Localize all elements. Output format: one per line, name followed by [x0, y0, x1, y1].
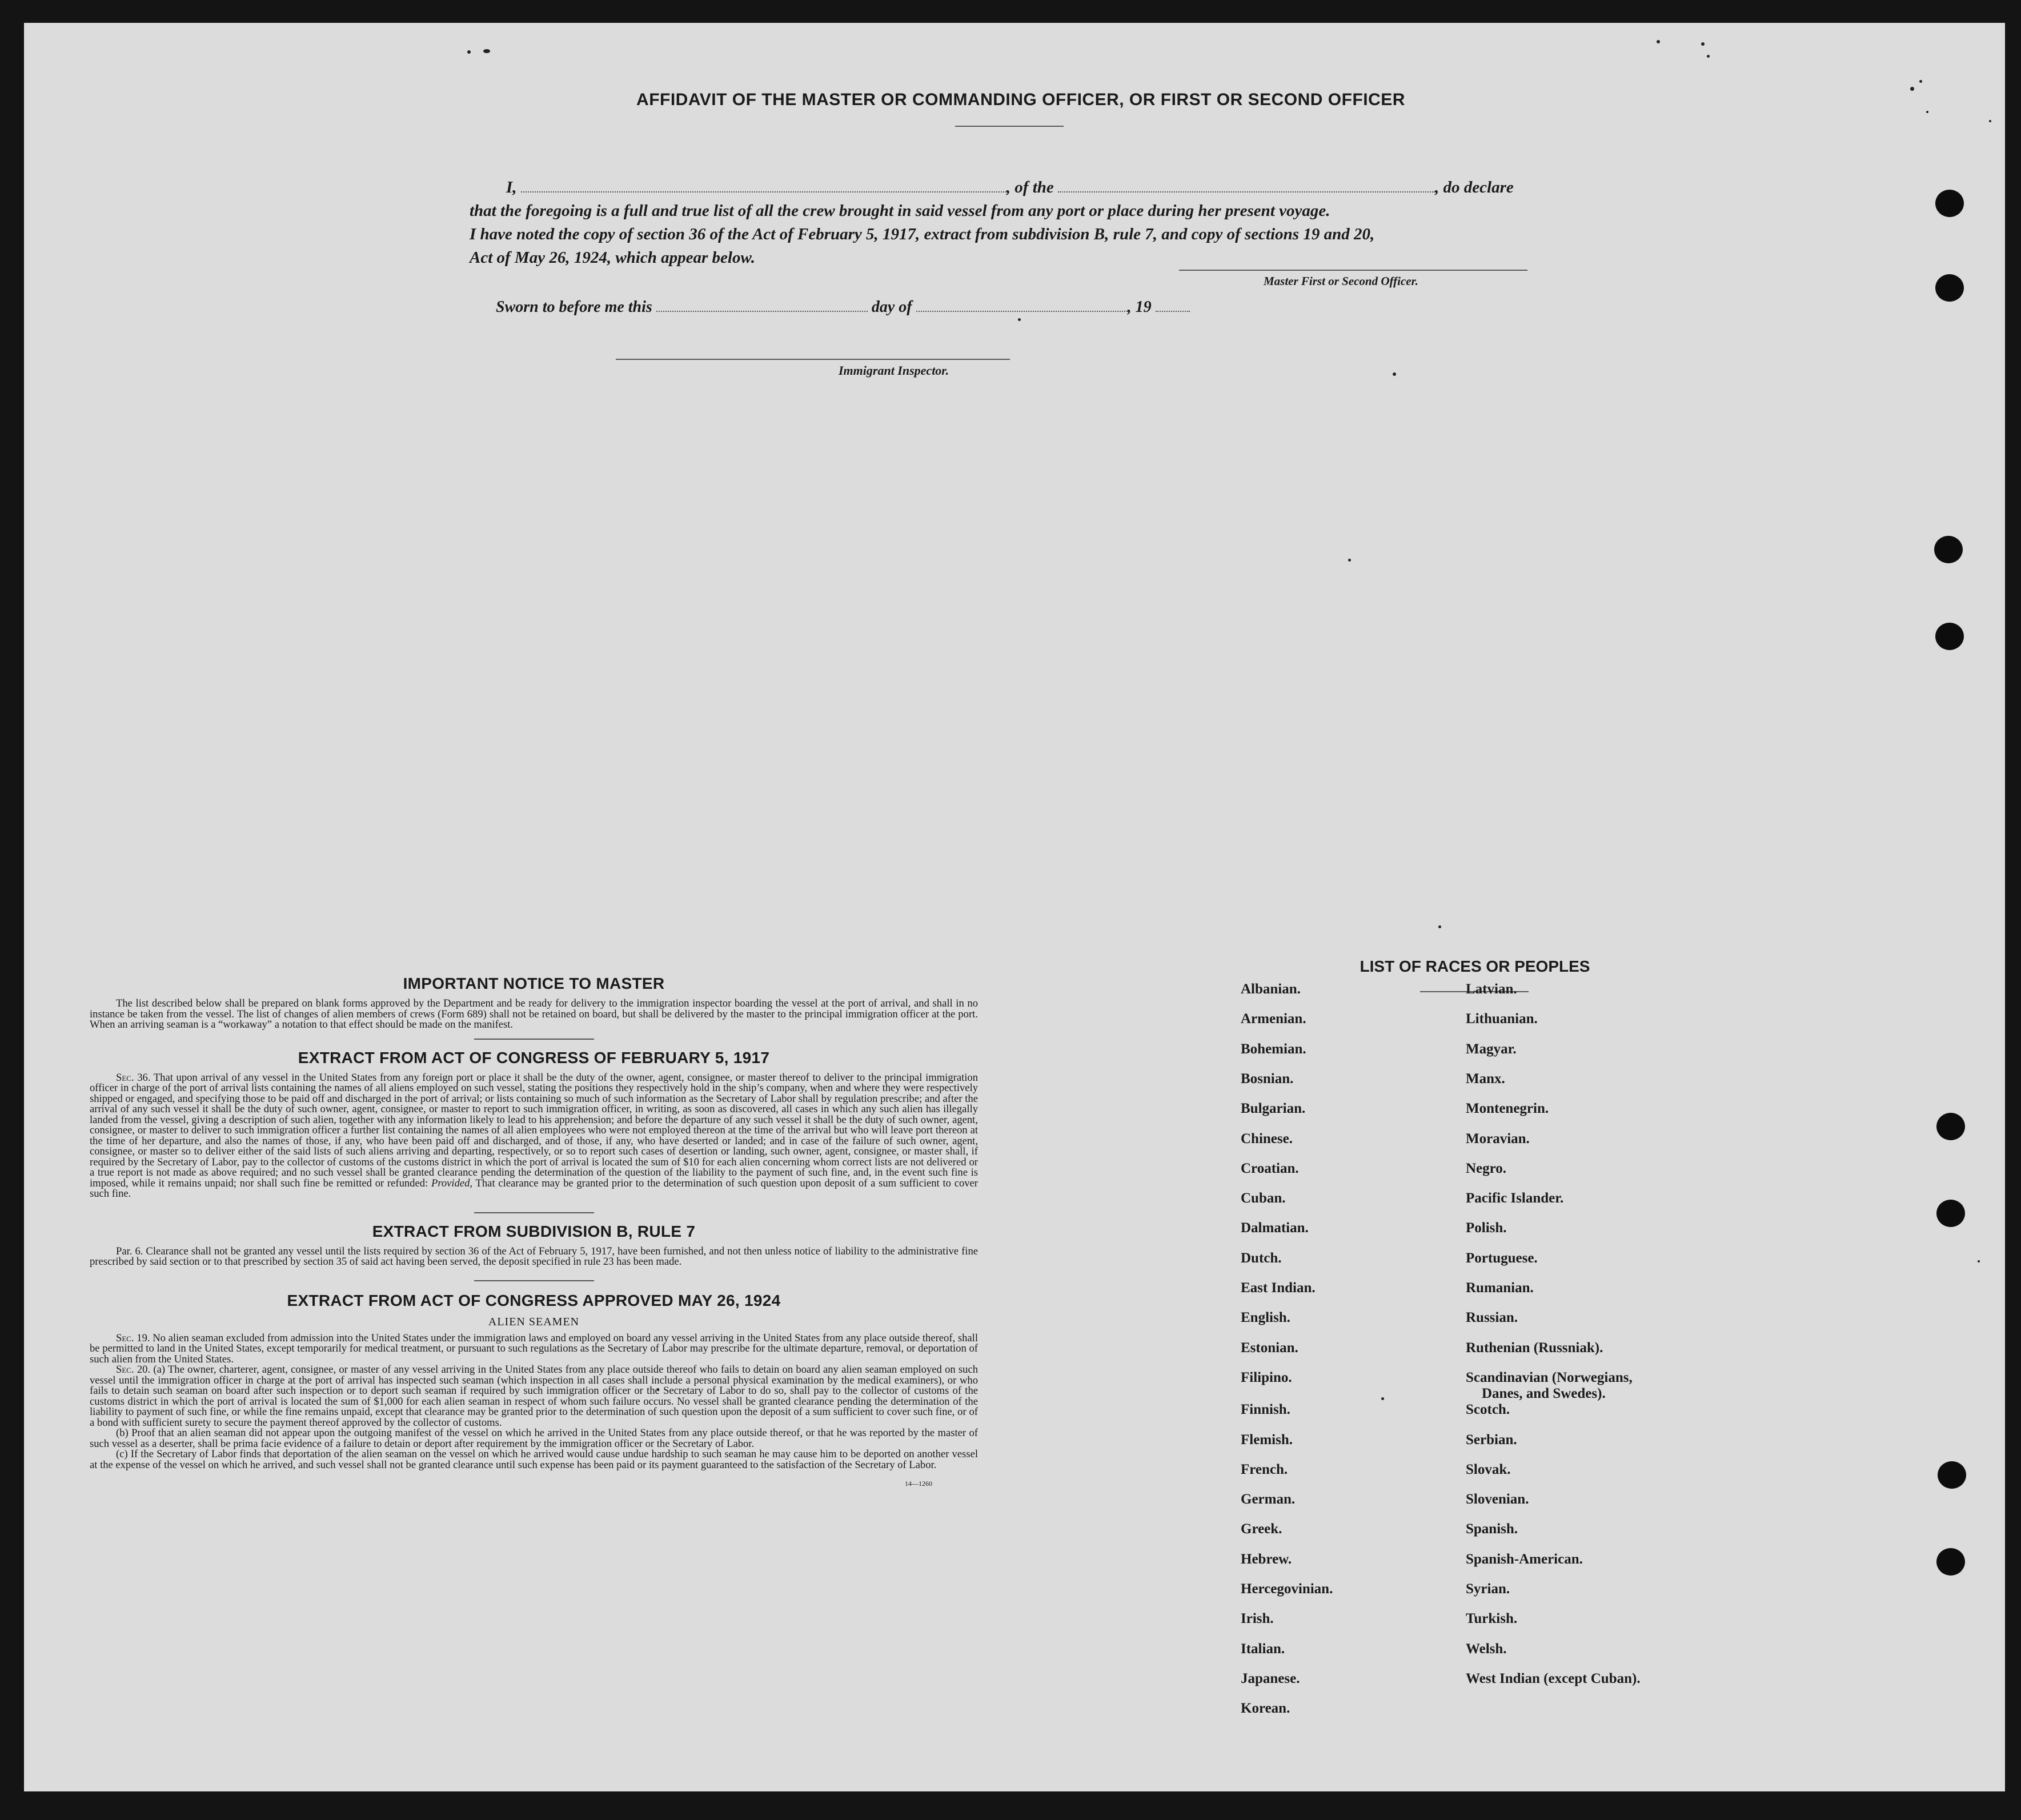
notice-text: The list described below shall be prepared on blank forms approved by the Department and be ready for delivery to the immigration inspector boarding the vessel at the port of arrival, and shall in no instance be taken from the vessel. The list of changes of alien members of crews (Form 689) shall not be retained on board, but shall be delivered by the master to the principal immigration officer at the port. When an arriving seaman is a “workaway” a notation to that effect should be made on the manifest.	[90, 997, 978, 1031]
race-item: Latvian.	[1466, 981, 1517, 997]
race-item: Rumanian.	[1466, 1280, 1534, 1296]
punch-hole	[1938, 1461, 1966, 1489]
race-item: Estonian.	[1241, 1340, 1298, 1356]
affidavit-line-2: that the foregoing is a full and true list of all the crew brought in said vessel from any port or place during her present voyage.	[470, 202, 1330, 220]
race-item: Danes, and Swedes).	[1482, 1385, 1606, 1401]
document-page	[24, 23, 2005, 1791]
race-item: Korean.	[1241, 1701, 1290, 1717]
race-item: Dalmatian.	[1241, 1220, 1309, 1236]
race-item: Bohemian.	[1241, 1041, 1306, 1057]
race-item: Irish.	[1241, 1611, 1274, 1627]
sec20c-text: (c) If the Secretary of Labor finds that deportation of the alien seaman on the vessel on which he arrived would cause undue hardship to such seaman he may cause him to be deported on another vessel at the expense of the vessel on which he arrived, and such vessel shall not be granted clearance until such expense has been paid or its payment guaranteed to the satisfaction of the Secretary of Labor.	[90, 1448, 978, 1471]
punch-hole	[1936, 1113, 1965, 1140]
race-item: Hercegovinian.	[1241, 1581, 1333, 1597]
race-item: Chinese.	[1241, 1131, 1293, 1146]
race-item: German.	[1241, 1492, 1296, 1508]
race-item: Pacific Islander.	[1466, 1190, 1564, 1206]
extract-1924-title: EXTRACT FROM ACT OF CONGRESS APPROVED MAY 26, 1924	[287, 1291, 781, 1309]
race-item: Hebrew.	[1241, 1551, 1292, 1567]
race-item: Flemish.	[1241, 1432, 1293, 1448]
inspector-signature-line[interactable]	[616, 359, 1010, 360]
race-item: Spanish-American.	[1466, 1551, 1583, 1567]
sworn-prefix: Sworn to before me this	[496, 298, 652, 316]
race-item: Lithuanian.	[1466, 1011, 1538, 1027]
master-signature-label: Master First or Second Officer.	[1264, 274, 1418, 288]
punch-hole	[1935, 190, 1964, 217]
punch-hole	[1936, 1548, 1965, 1576]
race-item: Syrian.	[1466, 1581, 1510, 1597]
master-signature-line[interactable]	[1179, 270, 1527, 271]
race-item: Dutch.	[1241, 1250, 1282, 1266]
race-item: Filipino.	[1241, 1369, 1292, 1385]
declarant-name-field[interactable]	[521, 191, 1007, 193]
race-item: Scandinavian (Norwegians,	[1466, 1369, 1633, 1385]
race-item: Negro.	[1466, 1160, 1507, 1176]
sec19-text: Sec. 19. No alien seaman excluded from admission into the United States under the immigration laws and employed on board any vessel arriving in the United States from any place outside thereof, shall be permitted to land in the United States, except temporarily for medical treatment, or pursuant to such regulations as the Secretary of Labor may prescribe for the ultimate departure, removal, or deportation of such alien from the United States.	[90, 1332, 978, 1365]
race-item: Italian.	[1241, 1641, 1285, 1657]
sec20a-text: Sec. 20. (a) The owner, charterer, agent, consignee, or master of any vessel arriving in the United States from any place outside thereof who fails to detain on board any alien seaman employed on such vessel until the immigration officer in charge at the port of arrival has inspected such seaman (which inspection in all cases shall include a personal physical examination by the medical examiners), or who fails to detain such seaman on board after such inspection or to deport such seaman if required by such immigration officer or the Secretary of Labor to do so, shall pay to the collector of customs of the customs district in which the port of arrival is located the sum of $1,000 for each alien seaman in respect of whom such failure occurs. No vessel shall be granted clearance pending the determination of the liability to payment of such fine, or while the fine remains unpaid, except that clearance may be granted prior to the determination of such question upon the deposit of a sum sufficient to cover such fine, or of a bond with sufficient surety to secure the payment thereof approved by the collector of customs.	[90, 1364, 978, 1429]
extract-1917-title: EXTRACT FROM ACT OF CONGRESS OF FEBRUARY 5, 1917	[298, 1048, 770, 1067]
extract-1917-text: Sec. 36. That upon arrival of any vessel in the United States from any foreign port or place it shall be the duty of the owner, agent, consignee, or master thereof to deliver to the principal immigration officer in charge of the port of arrival lists containing the names of all aliens employed on such vessel, stating the positions they respectively hold in the ship’s company, when and where they were respectively shipped or engaged, and specifying those to be paid off and discharged in the port of arrival; or lists containing so much of such information as the Secretary of Labor shall by regulation prescribe; and after the arrival of any such vessel it shall be the duty of such owner, agent, consignee, or master to report to such immigration officer, in writing, as soon as discovered, all cases in which any such alien has illegally landed from the vessel, giving a description of such alien, together with any information likely to lead to his apprehension; and before the departure of any such vessel it shall be the duty of such owner, agent, consignee, or master to deliver to such immigration officer a further list containing the names of all alien employees who were not employed thereon at the time of the arrival but who will leave port thereon at the time of her departure, and also the names of those, if any, who have been paid off and discharged, and of those, if any, who have deserted or landed; and in case of the failure of such owner, agent, consignee, or master so to deliver either of the said lists of such aliens arriving and departing, respectively, or so to report such cases of desertion or landing, such owner, agent, consignee, or master shall, if required by the Secretary of Labor, pay to the collector of customs of the customs district in which the port of arrival is located the sum of $10 for each alien concerning whom correct lists are not delivered or a true report is not made as above required; and no such vessel shall be granted clearance pending the determination of the question of the liability to the payment of such fine, and, in the event such fine is imposed, while it remains unpaid; nor shall such fine be remitted or refunded: Provided, That clearance may be granted prior to the determination of such question upon deposit of a sum sufficient to cover such fine.	[90, 1071, 978, 1200]
declaration-line	[470, 176, 1589, 199]
race-item: Slovak.	[1466, 1461, 1511, 1477]
race-item: Albanian.	[1241, 981, 1301, 997]
race-item: East Indian.	[1241, 1280, 1316, 1296]
divider	[474, 1212, 594, 1213]
notice-title: IMPORTANT NOTICE TO MASTER	[403, 975, 665, 992]
punch-hole	[1935, 623, 1964, 650]
sec20b-text: (b) Proof that an alien seaman did not appear upon the outgoing manifest of the vessel on which he arrived in the United States from any place outside thereof, or that he was reported by the master of such vessel as a deserter, shall be prima facie evidence of a failure to detain or deport after requirement by the immigration officer or the Secretary of Labor.	[90, 1427, 978, 1450]
form-number: 14—1260	[905, 1480, 932, 1488]
sworn-line	[496, 298, 1190, 316]
race-item: Bosnian.	[1241, 1071, 1294, 1087]
race-item: Moravian.	[1466, 1131, 1530, 1146]
punch-hole	[1935, 274, 1964, 302]
of-the-label: , of the	[1006, 178, 1054, 197]
affidavit-line-3: I have noted the copy of section 36 of the Act of February 5, 1917, extract from subdivision B, rule 7, and copy of sections 19 and 20,	[470, 225, 1375, 243]
race-item: Turkish.	[1466, 1611, 1518, 1627]
title-rule	[955, 126, 1064, 127]
race-item: West Indian (except Cuban).	[1466, 1670, 1641, 1686]
inspector-label: Immigrant Inspector.	[839, 363, 949, 378]
do-declare-label: , do declare	[1435, 178, 1514, 197]
race-item: Armenian.	[1241, 1011, 1306, 1027]
race-item: Greek.	[1241, 1521, 1282, 1537]
sworn-day-field[interactable]	[656, 311, 868, 312]
vessel-name-field[interactable]	[1058, 191, 1435, 193]
race-item: Scotch.	[1466, 1402, 1510, 1418]
punch-hole	[1936, 1200, 1965, 1227]
race-item: Japanese.	[1241, 1670, 1300, 1686]
race-item: Finnish.	[1241, 1402, 1290, 1418]
race-item: French.	[1241, 1461, 1288, 1477]
race-item: Magyar.	[1466, 1041, 1517, 1057]
race-item: Slovenian.	[1466, 1492, 1529, 1508]
race-item: Portuguese.	[1466, 1250, 1538, 1266]
race-item: Serbian.	[1466, 1432, 1517, 1448]
divider	[474, 1280, 594, 1281]
sworn-month-field[interactable]	[916, 311, 1128, 312]
declarant-prefix: I,	[506, 178, 517, 197]
sworn-year-field[interactable]	[1156, 311, 1190, 312]
punch-hole	[1934, 536, 1963, 563]
extract-rule7-title: EXTRACT FROM SUBDIVISION B, RULE 7	[372, 1222, 696, 1240]
extract-rule7-text: Par. 6. Clearance shall not be granted any vessel until the lists required by section 36 of the Act of February 5, 1917, have been furnished, and not then unless notice of liability to the administrative fine prescribed by said section or to that prescribed by section 35 of said act having been served, the deposit specified in rule 23 has been made.	[90, 1245, 978, 1268]
race-item: Spanish.	[1466, 1521, 1518, 1537]
affidavit-line-4: Act of May 26, 1924, which appear below.	[470, 248, 755, 267]
divider	[474, 1039, 594, 1040]
race-item: Manx.	[1466, 1071, 1505, 1087]
races-title: LIST OF RACES OR PEOPLES	[1360, 957, 1590, 975]
race-item: English.	[1241, 1310, 1290, 1326]
race-item: Montenegrin.	[1466, 1101, 1549, 1117]
race-item: Ruthenian (Russniak).	[1466, 1340, 1603, 1356]
day-of-label: day of	[871, 298, 912, 316]
race-item: Russian.	[1466, 1310, 1518, 1326]
race-item: Welsh.	[1466, 1641, 1507, 1657]
race-item: Polish.	[1466, 1220, 1507, 1236]
affidavit-title: AFFIDAVIT OF THE MASTER OR COMMANDING OFFICER, OR FIRST OR SECOND OFFICER	[636, 90, 1405, 109]
race-item: Bulgarian.	[1241, 1101, 1306, 1117]
alien-seamen-subtitle: ALIEN SEAMEN	[488, 1315, 580, 1328]
affidavit-body	[470, 176, 1589, 270]
notice-column	[90, 975, 978, 1488]
year-label: , 19	[1127, 298, 1152, 316]
race-item: Croatian.	[1241, 1160, 1299, 1176]
race-item: Cuban.	[1241, 1190, 1286, 1206]
